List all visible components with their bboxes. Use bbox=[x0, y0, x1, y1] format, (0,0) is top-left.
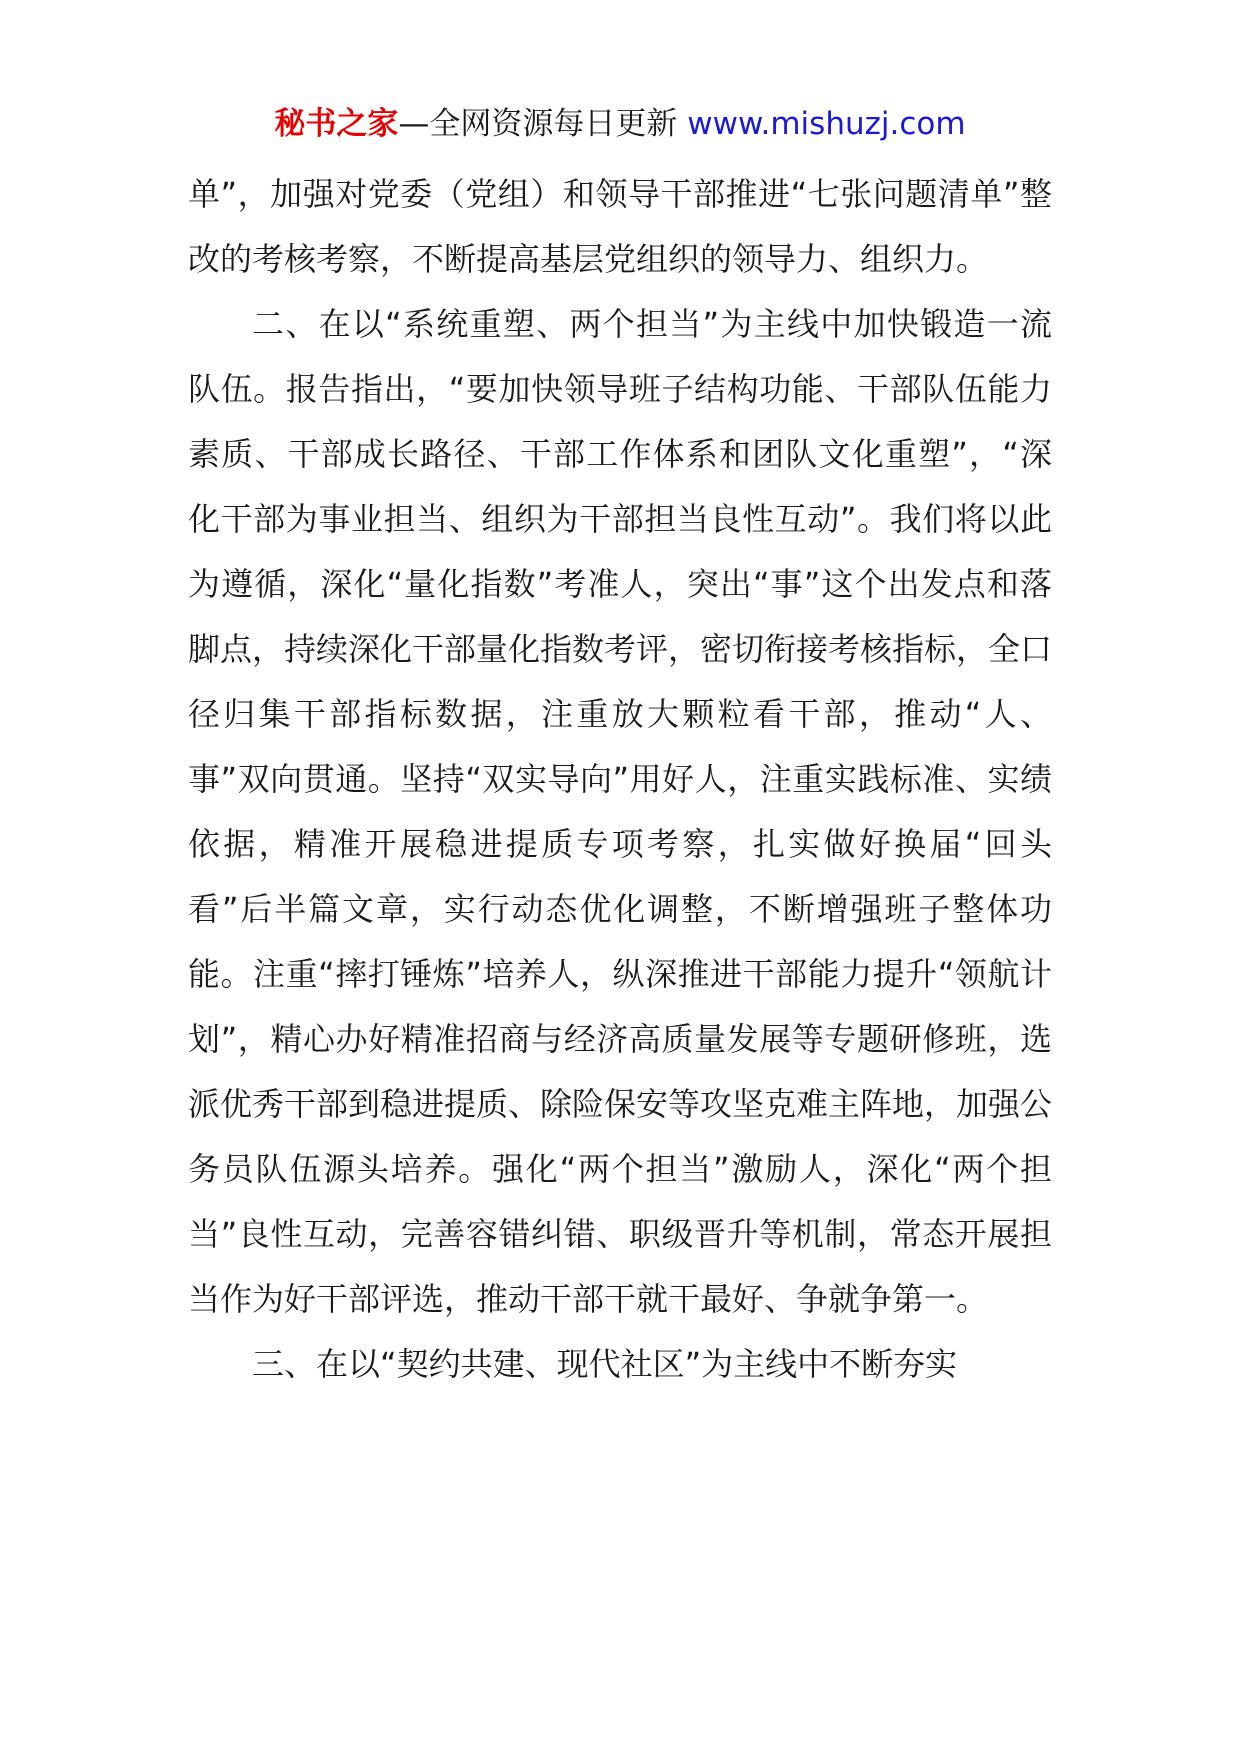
paragraph-section-two: 二、在以“系统重塑、两个担当”为主线中加快锻造一流队伍。报告指出，“要加快领导班子结构功能、干部队伍能力素质、干部成长路径、干部工作体系和团队文化重塑”，“深化干部为事业担当、组织为干部担当良性互动”。我们将以此为遵循，深化“量化指数”考准人，突出“事”这个出发点和落脚点，持续深化干部量化指数考评，密切衔接考核指标，全口径归集干部指标数据，注重放大颗粒看干部，推动“人、事”双向贯通。坚持“双实导向”用好人，注重实践标准、实绩依据，精准开展稳进提质专项考察，扎实做好换届“回头看”后半篇文章，实行动态优化调整，不断增强班子整体功能。注重“摔打锤炼”培养人，纵深推进干部能力提升“领航计划”，精心办好精准招商与经济高质量发展等专题研修班，选派优秀干部到稳进提质、除险保安等攻坚克难主阵地，加强公务员队伍源头培养。强化“两个担当”激励人，深化“两个担当”良性互动，完善容错纠错、职级晋升等机制，常态开展担当作为好干部评选，推动干部干就干最好、争就争第一。 bbox=[188, 305, 1053, 1318]
paragraph-continuation: 单”，加强对党委（党组）和领导干部推进“七张问题清单”整改的考核考察，不断提高基层党组织的领导力、组织力。 bbox=[188, 175, 1052, 278]
header-tagline: —全网资源每日更新 bbox=[398, 106, 678, 142]
paragraph-section-three: 三、在以“契约共建、现代社区”为主线中不断夯实 bbox=[252, 1345, 958, 1383]
site-url-link[interactable]: www.mishuzj.com bbox=[687, 106, 966, 142]
brand-name: 秘书之家 bbox=[274, 106, 399, 142]
document-body bbox=[188, 162, 1052, 1397]
site-header bbox=[0, 104, 1240, 144]
